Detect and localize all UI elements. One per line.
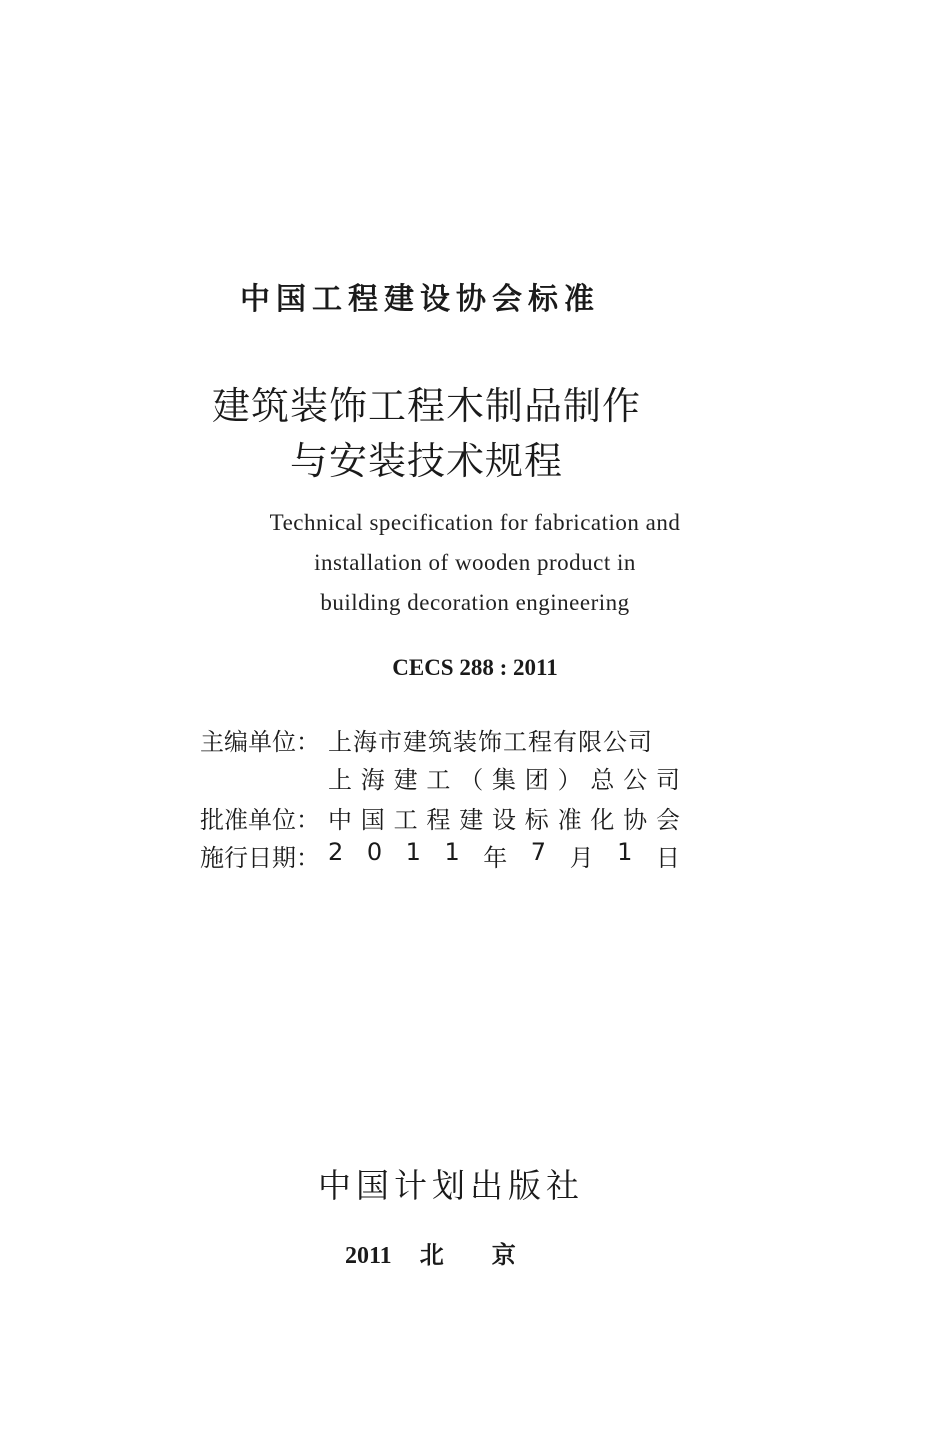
standard-code: CECS 288 : 2011 bbox=[392, 655, 558, 680]
spread-char: 工 bbox=[393, 805, 418, 834]
spread-char: 1 bbox=[444, 837, 460, 866]
spread-char: 设 bbox=[491, 805, 516, 834]
spread-char: 建 bbox=[459, 805, 484, 834]
spread-char: 标 bbox=[524, 805, 549, 834]
document-title-en-line-1: Technical specification for fabrication and bbox=[269, 510, 681, 535]
spread-char: 集 bbox=[491, 765, 516, 794]
document-title-en-line-2: installation of wooden product in bbox=[314, 550, 636, 575]
spread-char: 程 bbox=[426, 805, 451, 834]
spread-char: 日 bbox=[655, 843, 680, 872]
spread-char: 准 bbox=[557, 805, 582, 834]
spread-char: （ bbox=[459, 765, 484, 794]
spread-char: 协 bbox=[623, 805, 648, 834]
spread-char: 团 bbox=[524, 765, 549, 794]
spread-char: 1 bbox=[405, 837, 421, 866]
chief-editor-row bbox=[200, 722, 680, 756]
spread-char: 公 bbox=[623, 765, 648, 794]
effective-date-row bbox=[200, 838, 680, 872]
chief-editor-row-2 bbox=[200, 760, 680, 794]
spread-char: 建 bbox=[393, 765, 418, 794]
spread-char: 月 bbox=[569, 843, 594, 872]
publication-year: 2011 bbox=[345, 1243, 392, 1269]
series-title: 中国工程建设协会标准 bbox=[240, 282, 600, 317]
document-title-en-line-3: building decoration engineering bbox=[320, 590, 630, 615]
spread-char: 总 bbox=[590, 765, 615, 794]
spread-char: 司 bbox=[655, 765, 680, 794]
publication-place-year bbox=[345, 1235, 516, 1270]
spread-char: 0 bbox=[366, 837, 383, 866]
effective-date-label: 施行日期： bbox=[200, 843, 320, 872]
chief-editor-value-1: 上海市建筑装饰工程有限公司 bbox=[328, 727, 653, 756]
document-title-cn-line-2: 与安装技术规程 bbox=[290, 439, 564, 483]
publisher-name: 中国计划出版社 bbox=[318, 1166, 584, 1205]
spread-char: 会 bbox=[655, 805, 680, 834]
publication-city-char-2: 京 bbox=[491, 1243, 516, 1269]
chief-editor-value-2 bbox=[328, 760, 680, 795]
spread-char: 7 bbox=[530, 837, 547, 866]
spread-char: 国 bbox=[360, 805, 385, 834]
publication-city-char-1: 北 bbox=[419, 1243, 444, 1269]
approver-row bbox=[200, 800, 680, 834]
spread-char: 中 bbox=[328, 805, 352, 834]
spread-char: ） bbox=[557, 765, 582, 794]
spread-char: 海 bbox=[360, 765, 385, 794]
effective-date-value bbox=[328, 838, 680, 873]
spread-char: 1 bbox=[617, 837, 633, 866]
document-title-cn-line-1: 建筑装饰工程木制品制作 bbox=[212, 384, 642, 428]
spread-char: 上 bbox=[328, 765, 352, 794]
spread-char: 年 bbox=[483, 843, 508, 872]
spread-char: 2 bbox=[328, 837, 344, 866]
approver-value bbox=[328, 800, 680, 835]
spread-char: 工 bbox=[426, 765, 451, 794]
spread-char: 化 bbox=[590, 805, 615, 834]
approver-label: 批准单位： bbox=[200, 805, 320, 834]
chief-editor-label: 主编单位： bbox=[200, 727, 320, 756]
